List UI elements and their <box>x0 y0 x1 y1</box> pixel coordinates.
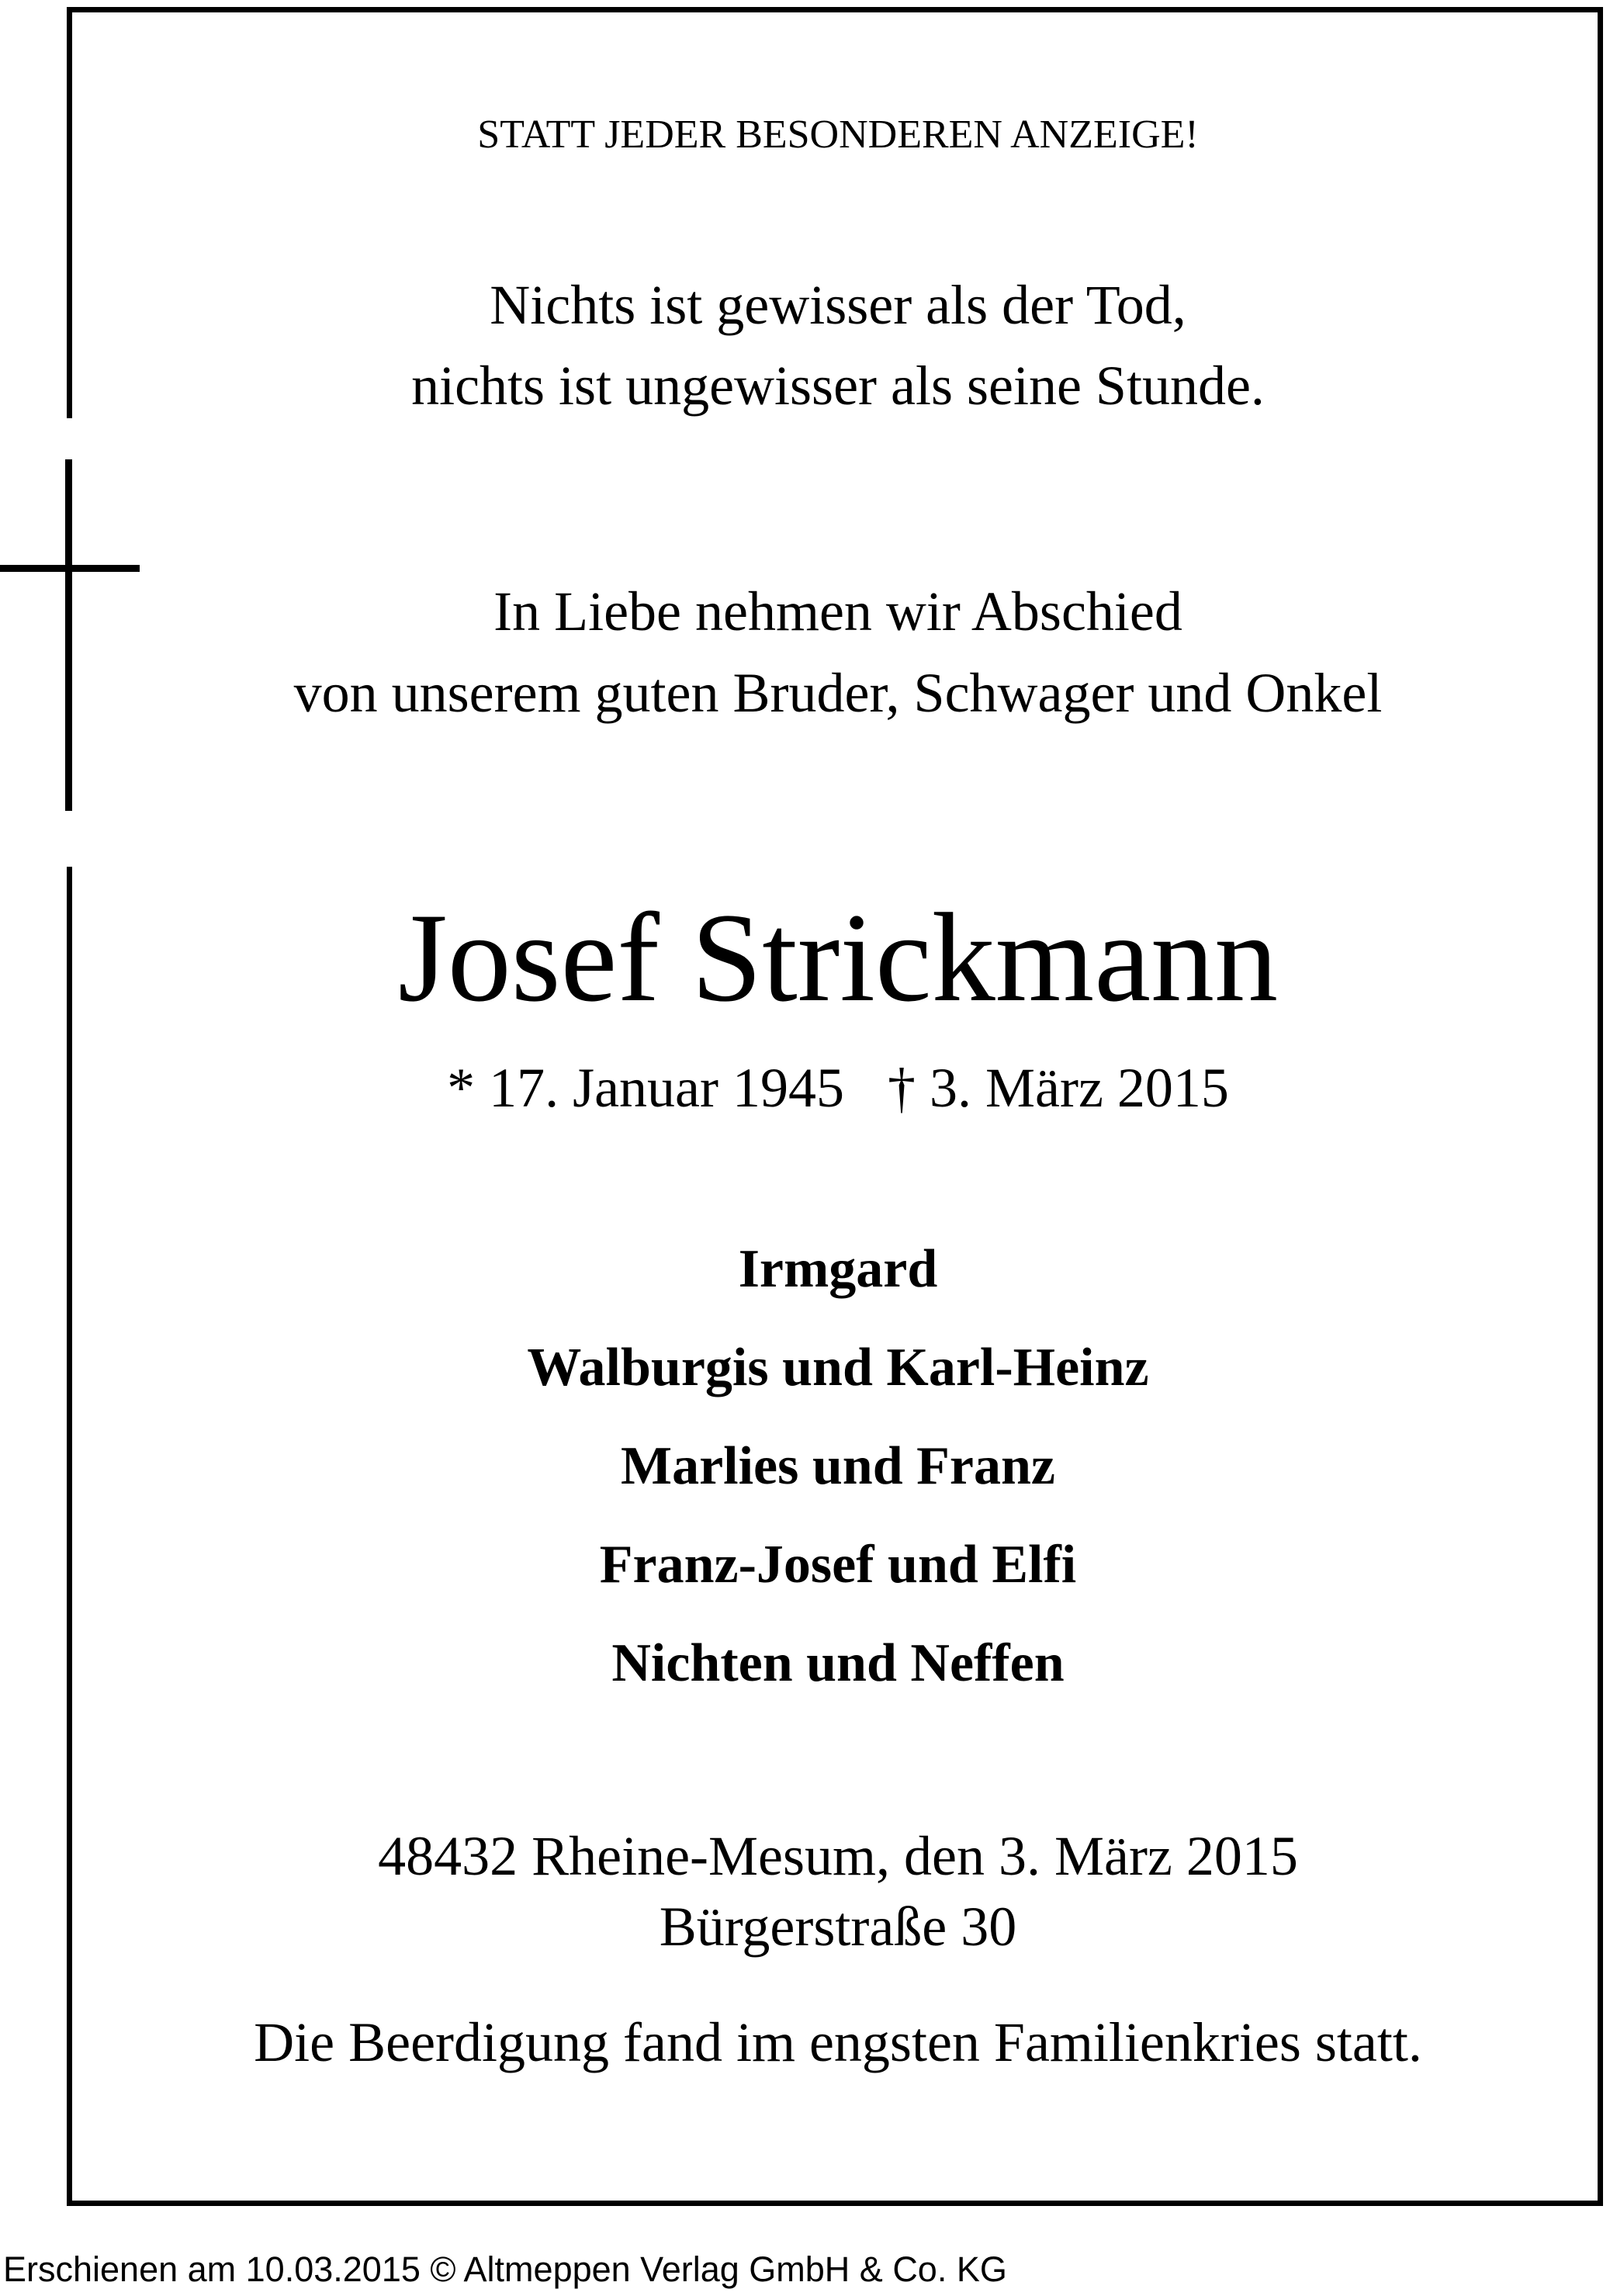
address: Bürgerstraße 30 <box>659 1896 1017 1958</box>
quote-line: nichts ist ungewisser als seine Stunde. <box>411 355 1265 417</box>
mourner-name: Franz-Josef und Elfi <box>599 1535 1077 1595</box>
deceased-name: Josef Strickmann <box>397 888 1279 1028</box>
frame-top-border <box>67 7 1603 12</box>
notice-header: STATT JEDER BESONDEREN ANZEIGE! <box>477 113 1199 157</box>
funeral-note: Die Beerdigung fand im engsten Familienkries statt. <box>254 2011 1422 2073</box>
farewell-line: In Liebe nehmen wir Abschied <box>493 580 1182 642</box>
frame-bottom-border <box>67 2201 1603 2206</box>
death-date: † 3. März 2015 <box>888 1057 1229 1119</box>
frame-left-border-upper <box>67 7 72 418</box>
farewell-line: von unserem guten Bruder, Schwager und Onkel <box>293 662 1383 724</box>
quote-line: Nichts ist gewisser als der Tod, <box>490 274 1186 336</box>
mourner-name: Marlies und Franz <box>621 1436 1055 1496</box>
place-and-date: 48432 Rheine-Mesum, den 3. März 2015 <box>378 1825 1298 1887</box>
mourner-name: Nichten und Neffen <box>611 1633 1065 1693</box>
birth-date: * 17. Januar 1945 <box>447 1057 844 1119</box>
mourner-name: Irmgard <box>738 1239 938 1299</box>
mourner-name: Walburgis und Karl-Heinz <box>527 1338 1149 1397</box>
life-dates <box>0 1057 1610 1119</box>
publication-credit: Erschienen am 10.03.2015 © Altmeppen Verlag GmbH & Co. KG <box>3 2249 1007 2289</box>
cross-horizontal-bar <box>0 565 140 572</box>
